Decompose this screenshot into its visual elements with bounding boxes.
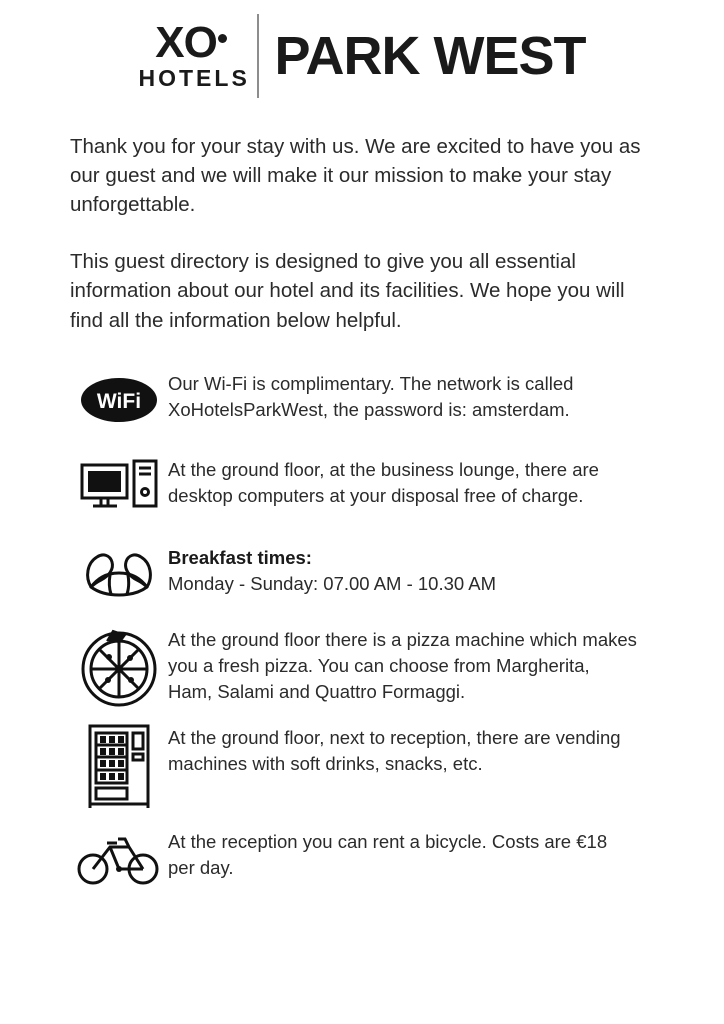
list-item-text: At the ground floor, at the business lounge, there are desktop computers at your disposal free of charge. xyxy=(168,458,599,506)
list-item-text: At the ground floor, next to reception, there are vending machines with soft drinks, snacks, etc. xyxy=(168,726,621,774)
logo-hotels-text: HOTELS xyxy=(138,64,250,91)
page-header xyxy=(0,0,724,98)
list-item xyxy=(70,543,684,601)
svg-text:WiFi: WiFi xyxy=(96,389,142,413)
list-item xyxy=(70,723,684,809)
vending-machine-icon xyxy=(70,723,168,809)
breakfast-times-title: Breakfast times: xyxy=(168,546,312,568)
intro-paragraph-2: This guest directory is designed to give you all essential information about our hotel and its facilities. We hope you will find all the information below helpful. xyxy=(70,250,625,332)
list-item xyxy=(70,369,684,425)
logo-divider xyxy=(257,14,259,98)
list-item xyxy=(70,455,684,515)
list-item-text: Our Wi-Fi is complimentary. The network is called XoHotelsParkWest, the password is: amsterdam. xyxy=(168,372,574,420)
logo-dot-icon xyxy=(218,34,227,43)
logo-letter-x: X xyxy=(155,18,184,68)
desktop-computer-icon xyxy=(70,455,168,515)
hotel-logo xyxy=(139,14,586,98)
logo-xo-text xyxy=(155,18,226,68)
intro-section xyxy=(70,132,656,335)
logo-letter-o: O xyxy=(183,18,217,68)
intro-paragraph-1: Thank you for your stay with us. We are excited to have you as our guest and we will make it our mission to make your stay unforgettable. xyxy=(70,135,641,217)
list-item xyxy=(70,827,684,887)
pizza-icon xyxy=(70,625,168,709)
property-name: PARK WEST xyxy=(274,26,586,86)
info-list xyxy=(0,369,724,887)
list-item-text: At the reception you can rent a bicycle. Costs are €18 per day. xyxy=(168,830,608,878)
breakfast-times-value: Monday - Sunday: 07.00 AM - 10.30 AM xyxy=(168,572,497,594)
list-item-text xyxy=(168,543,496,598)
list-item xyxy=(70,625,684,709)
wifi-icon xyxy=(70,369,168,425)
croissant-icon xyxy=(70,543,168,601)
list-item-text: At the ground floor there is a pizza machine which makes you a fresh pizza. You can choose from Margherita, Ham, Salami and Quattro Formaggi. xyxy=(168,628,637,703)
logo-mark xyxy=(138,18,257,91)
bicycle-icon xyxy=(70,827,168,887)
